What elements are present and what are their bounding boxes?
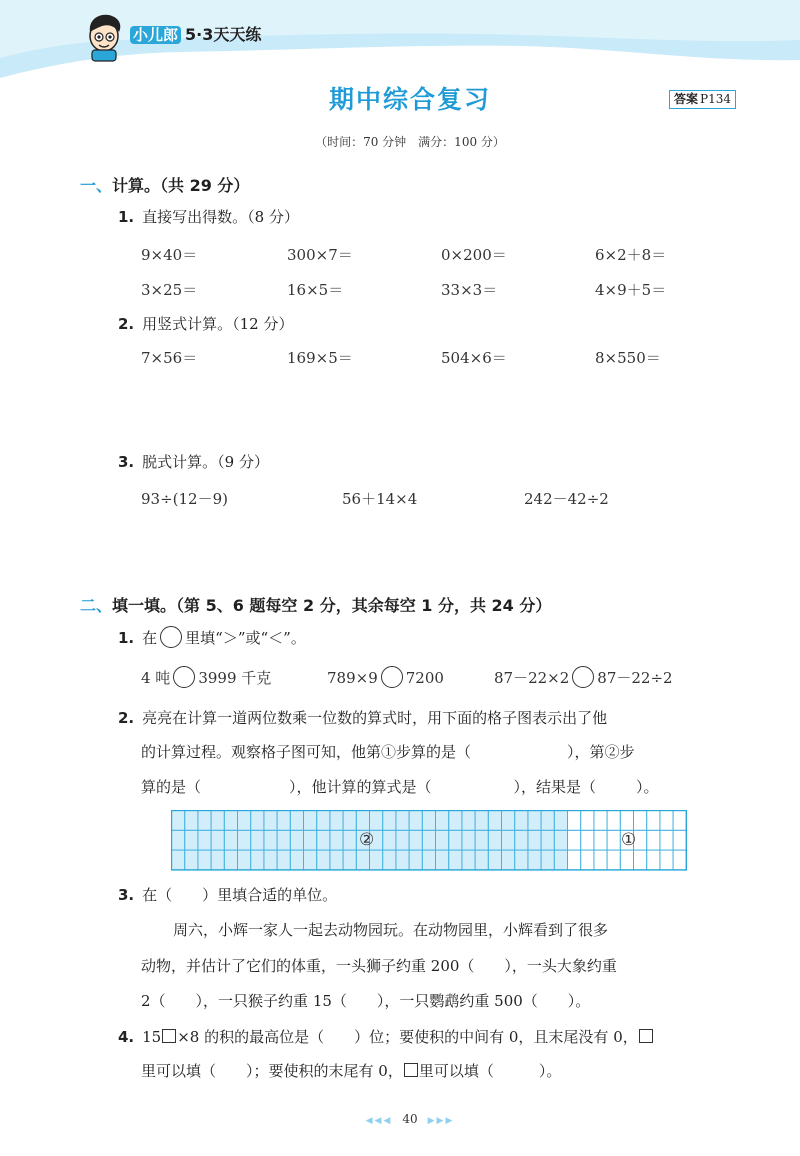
comparison-left: 4 吨 <box>141 669 171 687</box>
grid-cell <box>568 811 581 831</box>
question-number: 3. <box>118 453 135 471</box>
story-line: 2（ ），一只猴子约重 15（ ），一只鹦鹉约重 500（ ）。 <box>141 992 591 1010</box>
question-number: 4. <box>118 1028 135 1046</box>
question-2-3 <box>118 884 337 905</box>
expression: 9×40＝ <box>141 246 198 264</box>
digit-box[interactable] <box>162 1029 176 1043</box>
exam-info: （时间：70 分钟 满分：100 分） <box>315 135 505 149</box>
question-1-3 <box>118 451 269 472</box>
section-2-title: 填一填。（第 5、6 题每空 2 分，其余每空 1 分，共 24 分） <box>112 596 552 615</box>
question-text: 在（ ）里填合适的单位。 <box>142 886 338 904</box>
question-text: 脱式计算。（9 分） <box>142 453 269 471</box>
expression: 93÷(12－9) <box>141 490 228 508</box>
expression: 56＋14×4 <box>342 490 418 508</box>
left-arrows-icon: ◀◀◀ <box>365 1116 393 1126</box>
right-arrows-icon: ▶▶▶ <box>427 1116 455 1126</box>
question-text: 的计算过程。观察格子图可知，他第 <box>141 743 382 761</box>
question-number: 1. <box>118 629 135 647</box>
comparison-right: 7200 <box>405 669 444 687</box>
question-text-line <box>141 1060 561 1081</box>
grid-cell <box>594 811 607 831</box>
expression: 4×9＋5＝ <box>595 281 667 299</box>
grid-cell <box>620 811 633 831</box>
grid-cell <box>660 811 673 831</box>
answer-reference <box>669 90 736 109</box>
question-text: 直接写出得数。（8 分） <box>142 208 299 226</box>
expression: 3×25＝ <box>141 281 198 299</box>
grid-cell <box>594 830 607 850</box>
question-text: 里可以填（ ）；要使积的末尾有 0， <box>141 1062 403 1080</box>
comparison-left: 789×9 <box>327 669 378 687</box>
expression: 169×5＝ <box>287 349 353 367</box>
question-2-2 <box>118 707 607 728</box>
comparison-left: 87－22×2 <box>494 669 570 687</box>
question-number: 2. <box>118 709 135 727</box>
brand-name: 小儿郎 <box>130 26 181 44</box>
comparison-circle[interactable] <box>381 666 403 688</box>
grid-cell <box>634 811 647 831</box>
section-1-heading <box>80 173 249 196</box>
comparison-circle[interactable] <box>160 626 182 648</box>
grid-cell <box>647 811 660 831</box>
answer-label: 答案 <box>674 92 699 106</box>
question-1-2 <box>118 313 294 334</box>
question-2-1 <box>118 626 306 648</box>
question-text: ×8 的积的最高位是（ ）位；要使积的中间有 0，且末尾没有 0， <box>177 1028 638 1046</box>
grid-cell <box>568 830 581 850</box>
grid-cell <box>620 850 633 870</box>
comparison-circle[interactable] <box>572 666 594 688</box>
question-number: 3. <box>118 886 135 904</box>
expression: 6×2＋8＝ <box>595 246 667 264</box>
question-text: ），第 <box>567 743 605 761</box>
comparison-right: 3999 千克 <box>198 669 272 687</box>
brand-logo <box>130 22 261 45</box>
grid-cell <box>660 850 673 870</box>
grid-label-step-2: ② <box>359 830 375 850</box>
section-2-number: 二、 <box>80 596 113 615</box>
grid-cell <box>634 850 647 870</box>
question-text: ）。 <box>636 778 659 796</box>
question-text: 亮亮在计算一道两位数乘一位数的算式时，用下面的格子图表示出了他 <box>142 709 608 727</box>
grid-cell <box>607 811 620 831</box>
comparison-right: 87－22÷2 <box>597 669 673 687</box>
question-text: 里可以填（ ）。 <box>418 1062 562 1080</box>
question-1-1 <box>118 206 299 227</box>
grid-cell <box>660 830 673 850</box>
grid-cell <box>647 850 660 870</box>
step-marker: ② <box>604 743 620 761</box>
answer-page: P134 <box>700 92 731 106</box>
digit-box[interactable] <box>404 1063 418 1077</box>
expression: 8×550＝ <box>595 349 661 367</box>
grid-cell <box>647 830 660 850</box>
question-text-line <box>141 776 659 797</box>
expression: 16×5＝ <box>287 281 344 299</box>
grid-cell <box>607 850 620 870</box>
expression: 0×200＝ <box>441 246 507 264</box>
question-text: 算的是（ <box>141 778 202 796</box>
grid-cell <box>673 830 686 850</box>
section-2-heading <box>80 593 551 616</box>
story-line: 周六，小辉一家人一起去动物园玩。在动物园里，小辉看到了很多 <box>173 921 609 939</box>
question-text: 用竖式计算。（12 分） <box>142 315 294 333</box>
grid-cell <box>594 850 607 870</box>
question-2-4 <box>118 1026 654 1047</box>
grid-cell <box>673 811 686 831</box>
comparison-circle[interactable] <box>173 666 195 688</box>
page-number: 40 <box>402 1112 418 1126</box>
question-text: 15 <box>142 1028 162 1046</box>
question-text: 步算的是（ <box>396 743 472 761</box>
expression: 300×7＝ <box>287 246 353 264</box>
expression: 504×6＝ <box>441 349 507 367</box>
grid-cell <box>607 830 620 850</box>
expression: 7×56＝ <box>141 349 198 367</box>
mascot-logo <box>82 10 126 62</box>
expression: 33×3＝ <box>441 281 498 299</box>
grid-cell <box>673 850 686 870</box>
question-text: 在 <box>142 629 158 647</box>
question-text: 里填“＞”或“＜”。 <box>185 629 306 647</box>
story-line: 动物，并估计了它们的体重，一头狮子约重 200（ ），一头大象约重 <box>141 957 617 975</box>
page-footer <box>0 1112 800 1126</box>
grid-cell <box>568 850 581 870</box>
grid-cell <box>581 830 594 850</box>
brand-series: 5·3天天练 <box>185 25 262 44</box>
question-number: 1. <box>118 208 135 226</box>
section-1-title: 计算。（共 29 分） <box>112 176 250 195</box>
page-title: 期中综合复习 <box>328 85 491 114</box>
question-number: 2. <box>118 315 135 333</box>
comparison-row <box>141 666 271 688</box>
grid-cell <box>581 811 594 831</box>
comparison-row <box>327 666 444 688</box>
grid-label-step-1: ① <box>621 830 637 850</box>
question-text: 步 <box>619 743 635 761</box>
digit-box[interactable] <box>639 1029 653 1043</box>
expression: 242－42÷2 <box>524 490 609 508</box>
comparison-row <box>494 666 673 688</box>
question-text-line <box>141 741 635 762</box>
grid-cell <box>581 850 594 870</box>
question-text: ），结果是（ <box>513 778 597 796</box>
question-text: ），他计算的算式是（ <box>289 778 432 796</box>
step-marker: ① <box>381 743 397 761</box>
section-1-number: 一、 <box>80 176 113 195</box>
